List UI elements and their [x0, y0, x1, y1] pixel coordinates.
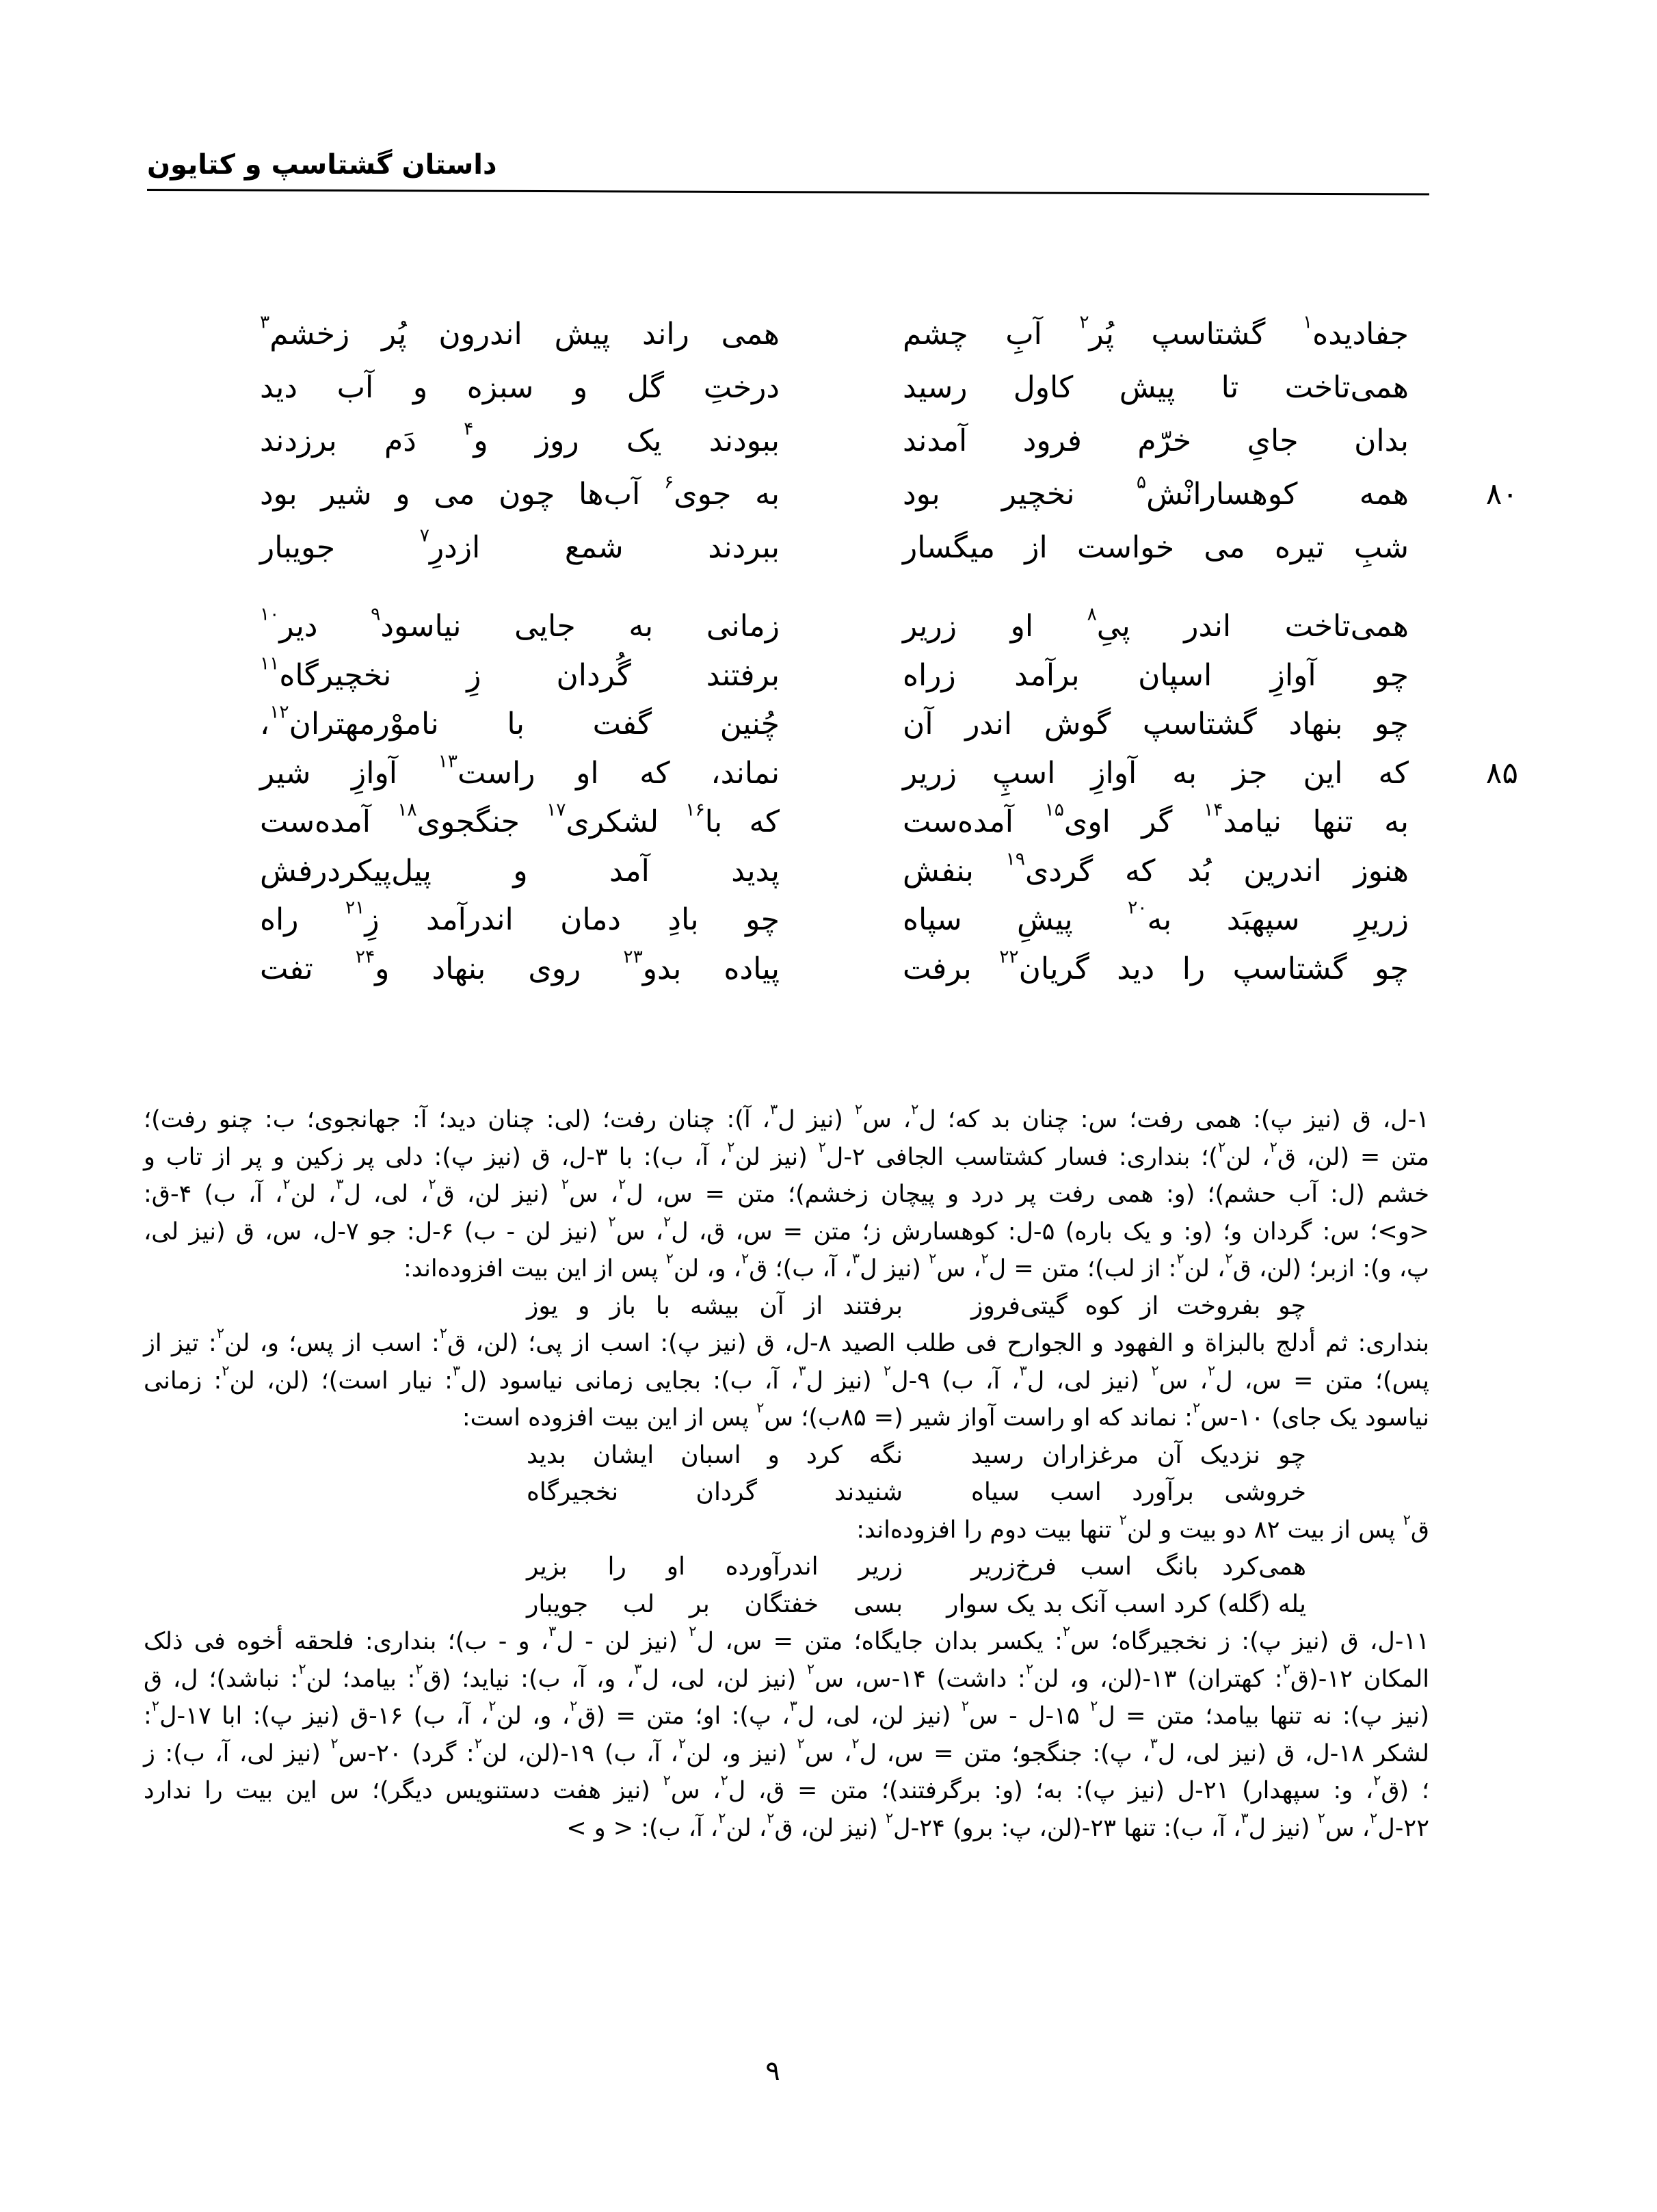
hemistich-first: همی‌تاخت تا پیش کاول رسید — [903, 370, 1409, 405]
hemistich-first: همی‌تاخت اندر پیِ$^۸$ او زریر — [903, 603, 1409, 644]
verse-couplet — [246, 468, 1518, 521]
footnote-line: ؛ (ق$^۲$، و: سپهدار) ۲۱-ل (نیز پ): به؛ (و: برگرفتند)؛ متن = ق، ل$^۲$، س$^۲$ (نیز هفت دستنویس دیگر)؛ س این بیت را ندارد — [144, 1772, 1430, 1804]
hemistich-second: ببودند یک روز و$^۴$ دَم برزدند — [260, 418, 780, 458]
verse-couplet — [246, 700, 1409, 749]
verse-couplet — [246, 521, 1409, 575]
footnote-line: المکان ۱۲-(ق$^۲$: کهتران) ۱۳-(لن، و، لن$^۲$: داشت) ۱۴-س، س$^۲$ (نیز لن، لی، ل$^۳$، و، آ، ب): نیاید؛ (ق$^۲$: بیامد؛ لن$^۲$: نباشد)؛ ل، ق — [144, 1660, 1430, 1693]
footnote-added-couplet — [144, 1288, 1429, 1326]
footnotes-section — [144, 1101, 1429, 1847]
verse-number: ۸۰ — [1485, 477, 1518, 512]
page-number: ۹ — [765, 2055, 780, 2087]
hemistich-first: چو آوازِ اسپان برآمد زراه — [903, 657, 1409, 693]
page-header-title: داستان گشتاسپ و کتایون — [147, 149, 497, 181]
hemistich-first: چو نزدیک آن مرغزاران رسید — [971, 1440, 1306, 1469]
verse-couplet — [246, 749, 1518, 798]
hemistich-second: زریر اندرآورده او را بزیر — [527, 1553, 903, 1581]
footnote-line: لشکر ۱۸-ل، ق (نیز لی، ل$^۳$، پ): جنگجو؛ متن = س، ل$^۲$، س$^۲$ (نیز و، لن$^۲$، آ، ب) ۱۹-(لن، لن$^۲$: گرد) ۲۰-س$^۲$ (نیز لی، آ، ب): ز — [144, 1735, 1429, 1767]
footnote-added-couplet — [144, 1437, 1429, 1475]
hemistich-second: همی راند پیش اندرون پُر زخشم$^۳$ — [260, 311, 780, 352]
hemistich-first: چو بفروخت از کوه گیتی‌فروز — [971, 1291, 1306, 1320]
hemistich-second: درختِ گل و سبزه و آب دید — [260, 370, 780, 405]
hemistich-second: ببردند شمع ازدرِ$^۷$ جویبار — [260, 525, 780, 565]
hemistich-first: چو گشتاسپ را دید گریان$^{۲۲}$ برفت — [903, 945, 1409, 986]
hemistich-first: یله (گله) کرد اسب آنک بد یک سوار — [946, 1590, 1306, 1618]
footnote-line: (نیز پ): نه تنها بیامد؛ متن = ل$^۲$ ۱۵-ل - س$^۲$ (نیز لن، لی، ل$^۳$، پ): او؛ متن = (ق$^۲$، و، لن$^۲$، آ، ب) ۱۶-ق (نیز پ): ابا ۱۷-ل$^۲$: — [144, 1698, 1429, 1730]
hemistich-second: چو بادِ دمان اندرآمد زِ$^{۲۱}$ راه — [260, 897, 780, 937]
hemistich-second: که با$^{۱۶}$ لشکری$^{۱۷}$ جنگجوی$^{۱۸}$ آمده‌ست — [260, 799, 780, 839]
verse-number: ۸۵ — [1485, 755, 1518, 791]
footnote-added-couplet — [144, 1586, 1429, 1624]
hemistich-second: چُنین گفت با ناموْرمهتران$^{۱۲}$، — [260, 701, 780, 741]
hemistich-second: شنیدند گردان نخجیرگاه — [527, 1478, 903, 1506]
hemistich-second: برفتند گُردان زِ نخچیرگاه$^{۱۱}$ — [260, 652, 780, 693]
footnote-line: پس)؛ متن = س، ل$^۲$، س$^۲$ (نیز لی، ل$^۳$، آ، ب) ۹-ل$^۲$ (نیز ل$^۳$، آ، ب): بجایی زمانی نیاسود (ل$^۳$: نیار است)؛ (لن، لن$^۲$: زمانی — [144, 1362, 1429, 1395]
verse-block-1 — [246, 308, 1518, 575]
footnote-line: بنداری: ثم أدلج بالبزاة و الفهود و الجوارح فی طلب الصید ۸-ل، ق (نیز پ): اسب از پی؛ (لن، ق$^۲$: اسب از پس؛ و، لن$^۲$: تیز از — [144, 1325, 1429, 1357]
hemistich-first: شبِ تیره می خواست از میگسار — [903, 530, 1409, 565]
footnote-added-couplet — [144, 1474, 1429, 1512]
verse-couplet — [246, 895, 1409, 945]
footnote-line: متن = (لن، ق$^۲$، لن$^۲$)؛ بنداری: فسار کشتاسب الجافی ۲-ل$^۲$ (نیز لن$^۲$، آ، ب): با ۳-ل، ق (نیز پ): دلی پر زکین و پر از تاب و — [144, 1138, 1429, 1171]
hemistich-second: به جوی$^۶$ آب‌ها چون می و شیر بود — [260, 471, 780, 512]
footnote-line: خشم (ل: آب حشم)؛ (و: همی رفت پر درد و پیچان زخشم)؛ متن = س، ل$^۲$، س$^۲$ (نیز لن، ق$^۲$، لی، ل$^۳$، لن$^۲$، آ، ب) ۴-ق: — [144, 1176, 1429, 1208]
hemistich-second: نگه کرد و اسبان ایشان بدید — [527, 1440, 903, 1469]
footnote-line: <و>؛ س: گردان و؛ (و: و یک باره) ۵-ل: کوهسارش ز؛ متن = س، ق، ل$^۲$، س$^۲$ (نیز لن - ب) ۶-ل: جو ۷-ل، س، ق (نیز لی، — [144, 1213, 1429, 1246]
footnote-line: ۱۱-ل، ق (نیز پ): ز نخجیرگاه؛ س$^۲$: یکسر بدان جایگاه؛ متن = س، ل$^۲$ (نیز لن - ل$^۳$، و - ب)؛ بنداری: فلحقه أخوه فی ذلک — [144, 1623, 1430, 1655]
running-header — [147, 144, 1446, 198]
hemistich-first: چو بنهاد گشتاسپ گوش اندر آن — [903, 707, 1409, 741]
hemistich-second: بسی خفتگان بر لب جویبار — [527, 1590, 903, 1618]
hemistich-second: پیاده بدو$^{۲۳}$ روی بنهاد و$^{۲۴}$ تفت — [260, 945, 780, 986]
hemistich-second: برفتند از آن بیشه با باز و یوز — [527, 1291, 903, 1320]
hemistich-second: نماند، که او راست$^{۱۳}$ آوازِ شیر — [260, 750, 780, 791]
verse-couplet — [246, 308, 1409, 361]
hemistich-first: همه کوهسارانْش$^۵$ نخچیر بود — [903, 471, 1409, 512]
hemistich-first: به تنها نیامد$^{۱۴}$ گر اوی$^{۱۵}$ آمده‌ست — [903, 799, 1409, 839]
verse-couplet — [246, 945, 1409, 994]
footnote-line: ۱-ل، ق (نیز پ): همی رفت؛ س: چنان بد که؛ ل$^۲$، س$^۲$ (نیز ل$^۳$، آ): چنان رفت؛ (لی: چنان دید؛ آ: جهانجوی؛ ب: چنو رفت)؛ — [144, 1101, 1429, 1133]
verse-block-2 — [246, 602, 1518, 993]
hemistich-first: هنوز اندرین بُد که گردی$^{۱۹}$ بنفش — [903, 847, 1409, 888]
hemistich-second: پدید آمد و پیل‌پیکردرفش — [260, 853, 780, 888]
verse-couplet — [246, 651, 1409, 700]
footnote-line: ۲۲-ل$^۲$، س$^۲$ (نیز ل$^۳$، آ، ب): تنها ۲۳-(لن، پ: برو) ۲۴-ل$^۲$ (نیز لن، ق$^۲$، لن$^۲$، آ، ب): < و > — [566, 1809, 1429, 1842]
footnote-added-couplet — [144, 1549, 1429, 1586]
hemistich-first: زریرِ سپهبَد به$^{۲۰}$ پیشِ سپاه — [903, 897, 1409, 937]
hemistich-first: خروشی برآورد اسب سیاه — [971, 1478, 1306, 1506]
hemistich-first: بدان جایِ خرّم فرود آمدند — [903, 423, 1409, 458]
hemistich-first: همی‌کرد بانگ اسب فرخ‌زریر — [971, 1553, 1306, 1581]
footnote-line: نیاسود یک جای) ۱۰-س$^۲$: نماند که او راست آواز شیر (= ۸۵ب)؛ س$^۲$ پس از این بیت افزوده است: — [462, 1399, 1429, 1432]
hemistich-first: جفادیده$^۱$ گشتاسپ پُر$^۲$ آبِ چشم — [903, 311, 1409, 352]
footnote-line: ق$^۲$ پس از بیت ۸۲ دو بیت و لن$^۲$ تنها بیت دوم را افزوده‌اند: — [856, 1511, 1429, 1544]
header-rule-divider — [147, 189, 1429, 196]
verse-couplet — [246, 847, 1409, 896]
hemistich-second: زمانی به جایی نیاسود$^۹$ دیر$^{۱۰}$ — [260, 603, 780, 644]
verse-couplet — [246, 798, 1409, 847]
hemistich-first: که این جز به آوازِ اسپِ زریر — [903, 755, 1409, 791]
verse-couplet — [246, 602, 1409, 651]
verse-couplet — [246, 361, 1409, 414]
footnote-line: پ، و): ازبر؛ (لن، ق$^۲$، لن$^۲$: از لب)؛ متن = ل$^۲$، س$^۲$ (نیز ل$^۳$، آ، ب)؛ ق$^۲$، و، لن$^۲$ پس از این بیت افزوده‌اند: — [403, 1250, 1429, 1282]
verse-couplet — [246, 414, 1409, 468]
